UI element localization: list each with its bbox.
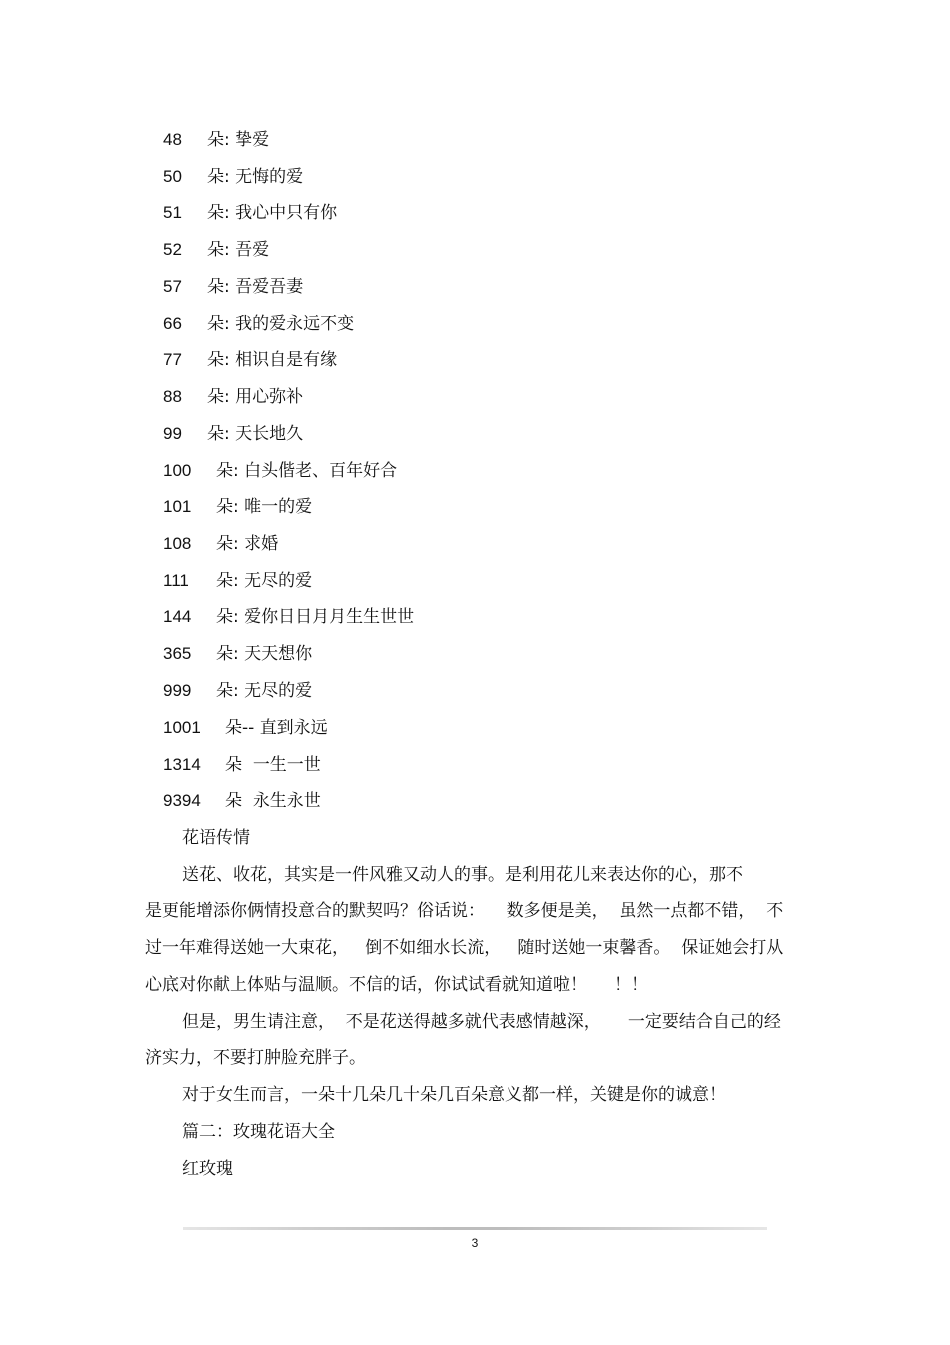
rose-count: 66 — [163, 314, 182, 333]
rose-meaning: 直到永远 — [259, 718, 328, 738]
list-item — [163, 458, 397, 484]
rose-count: 88 — [163, 387, 182, 406]
paragraph-line: 是更能增添你俩情投意合的默契吗？俗话说： 数多便是美， 虽然一点都不错， 不 — [145, 901, 784, 921]
rose-meaning: 天天想你 — [244, 644, 313, 664]
footer-divider — [183, 1227, 767, 1230]
rose-meaning: 唯一的爱 — [244, 497, 313, 517]
rose-unit: 朵: — [207, 424, 230, 444]
rose-count: 100 — [163, 461, 192, 480]
rose-meaning: 白头偕老、百年好合 — [244, 461, 398, 481]
list-item — [163, 421, 303, 447]
rose-unit: 朵: — [207, 167, 230, 187]
rose-unit: 朵: — [207, 240, 230, 260]
rose-count: 108 — [163, 534, 192, 553]
list-item — [163, 678, 312, 704]
rose-count: 57 — [163, 277, 182, 296]
rose-unit: 朵: — [207, 314, 230, 334]
rose-count: 144 — [163, 607, 192, 626]
list-item — [163, 274, 303, 300]
rose-count: 1314 — [163, 755, 201, 774]
rose-unit: 朵: — [216, 497, 239, 517]
list-item — [163, 127, 269, 153]
rose-meaning: 我心中只有你 — [235, 203, 338, 223]
rose-unit: 朵 — [225, 791, 242, 811]
rose-meaning: 天长地久 — [235, 424, 304, 444]
paragraph-line: 济实力，不要打肿脸充胖子。 — [145, 1048, 366, 1068]
rose-unit: 朵: — [207, 203, 230, 223]
chapter-title: 篇二：玫瑰花语大全 — [182, 1122, 335, 1142]
rose-unit: 朵: — [207, 277, 230, 297]
rose-meaning: 挚爱 — [235, 130, 270, 150]
paragraph-line: 过一年难得送她一大束花， 倒不如细水长流， 随时送她一束馨香。 保证她会打从 — [145, 938, 784, 958]
rose-count: 99 — [163, 424, 182, 443]
rose-count: 365 — [163, 644, 192, 663]
list-item — [163, 494, 312, 520]
list-item — [163, 237, 269, 263]
rose-unit: 朵-- — [225, 718, 255, 738]
subheading: 红玫瑰 — [182, 1159, 233, 1179]
rose-meaning: 相识自是有缘 — [235, 350, 338, 370]
rose-meaning: 一生一世 — [252, 755, 321, 775]
rose-count: 51 — [163, 203, 182, 222]
rose-unit: 朵: — [216, 461, 239, 481]
page-number: 3 — [471, 1236, 479, 1250]
rose-count: 9394 — [163, 791, 201, 810]
paragraph-line: 但是，男生请注意， 不是花送得越多就代表感情越深， 一定要结合自己的经 — [182, 1012, 781, 1032]
rose-meaning: 永生永世 — [252, 791, 321, 811]
rose-count: 50 — [163, 167, 182, 186]
rose-count: 52 — [163, 240, 182, 259]
rose-count: 111 — [163, 571, 189, 590]
rose-unit: 朵: — [216, 607, 239, 627]
list-item — [163, 641, 312, 667]
list-item — [163, 200, 337, 226]
rose-count: 999 — [163, 681, 192, 700]
rose-meaning: 用心弥补 — [235, 387, 304, 407]
list-item — [163, 311, 354, 337]
rose-unit: 朵: — [207, 387, 230, 407]
rose-meaning: 无尽的爱 — [244, 571, 313, 591]
rose-unit: 朵: — [216, 571, 239, 591]
rose-unit: 朵: — [207, 350, 230, 370]
list-item — [163, 531, 278, 557]
list-item — [163, 752, 321, 778]
section-heading: 花语传情 — [182, 828, 250, 848]
rose-meaning: 无尽的爱 — [244, 681, 313, 701]
paragraph-line: 心底对你献上体贴与温顺。不信的话，你试试看就知道啦！ ！！ — [145, 975, 649, 995]
rose-meaning: 吾爱吾妻 — [235, 277, 304, 297]
list-item — [163, 347, 337, 373]
paragraph-sincerity: 对于女生而言，一朵十几朵几十朵几百朵意义都一样，关键是你的诚意！ — [182, 1085, 726, 1105]
rose-unit: 朵: — [216, 644, 239, 664]
list-item — [163, 788, 321, 814]
rose-unit: 朵: — [216, 681, 239, 701]
list-item — [163, 568, 312, 594]
rose-unit: 朵: — [216, 534, 239, 554]
rose-count: 1001 — [163, 718, 201, 737]
rose-meaning: 我的爱永远不变 — [235, 314, 355, 334]
rose-meaning: 求婚 — [244, 534, 279, 554]
list-item — [163, 715, 328, 741]
rose-count: 101 — [163, 497, 192, 516]
list-item — [163, 604, 414, 630]
paragraph-line: 送花、收花，其实是一件风雅又动人的事。是利用花儿来表达你的心，那不 — [182, 865, 743, 885]
rose-unit: 朵: — [207, 130, 230, 150]
rose-meaning: 爱你日日月月生生世世 — [244, 607, 415, 627]
rose-meaning: 吾爱 — [235, 240, 270, 260]
rose-unit: 朵 — [225, 755, 242, 775]
rose-meaning: 无悔的爱 — [235, 167, 304, 187]
list-item — [163, 384, 303, 410]
rose-count: 77 — [163, 350, 182, 369]
rose-count: 48 — [163, 130, 182, 149]
list-item — [163, 164, 303, 190]
